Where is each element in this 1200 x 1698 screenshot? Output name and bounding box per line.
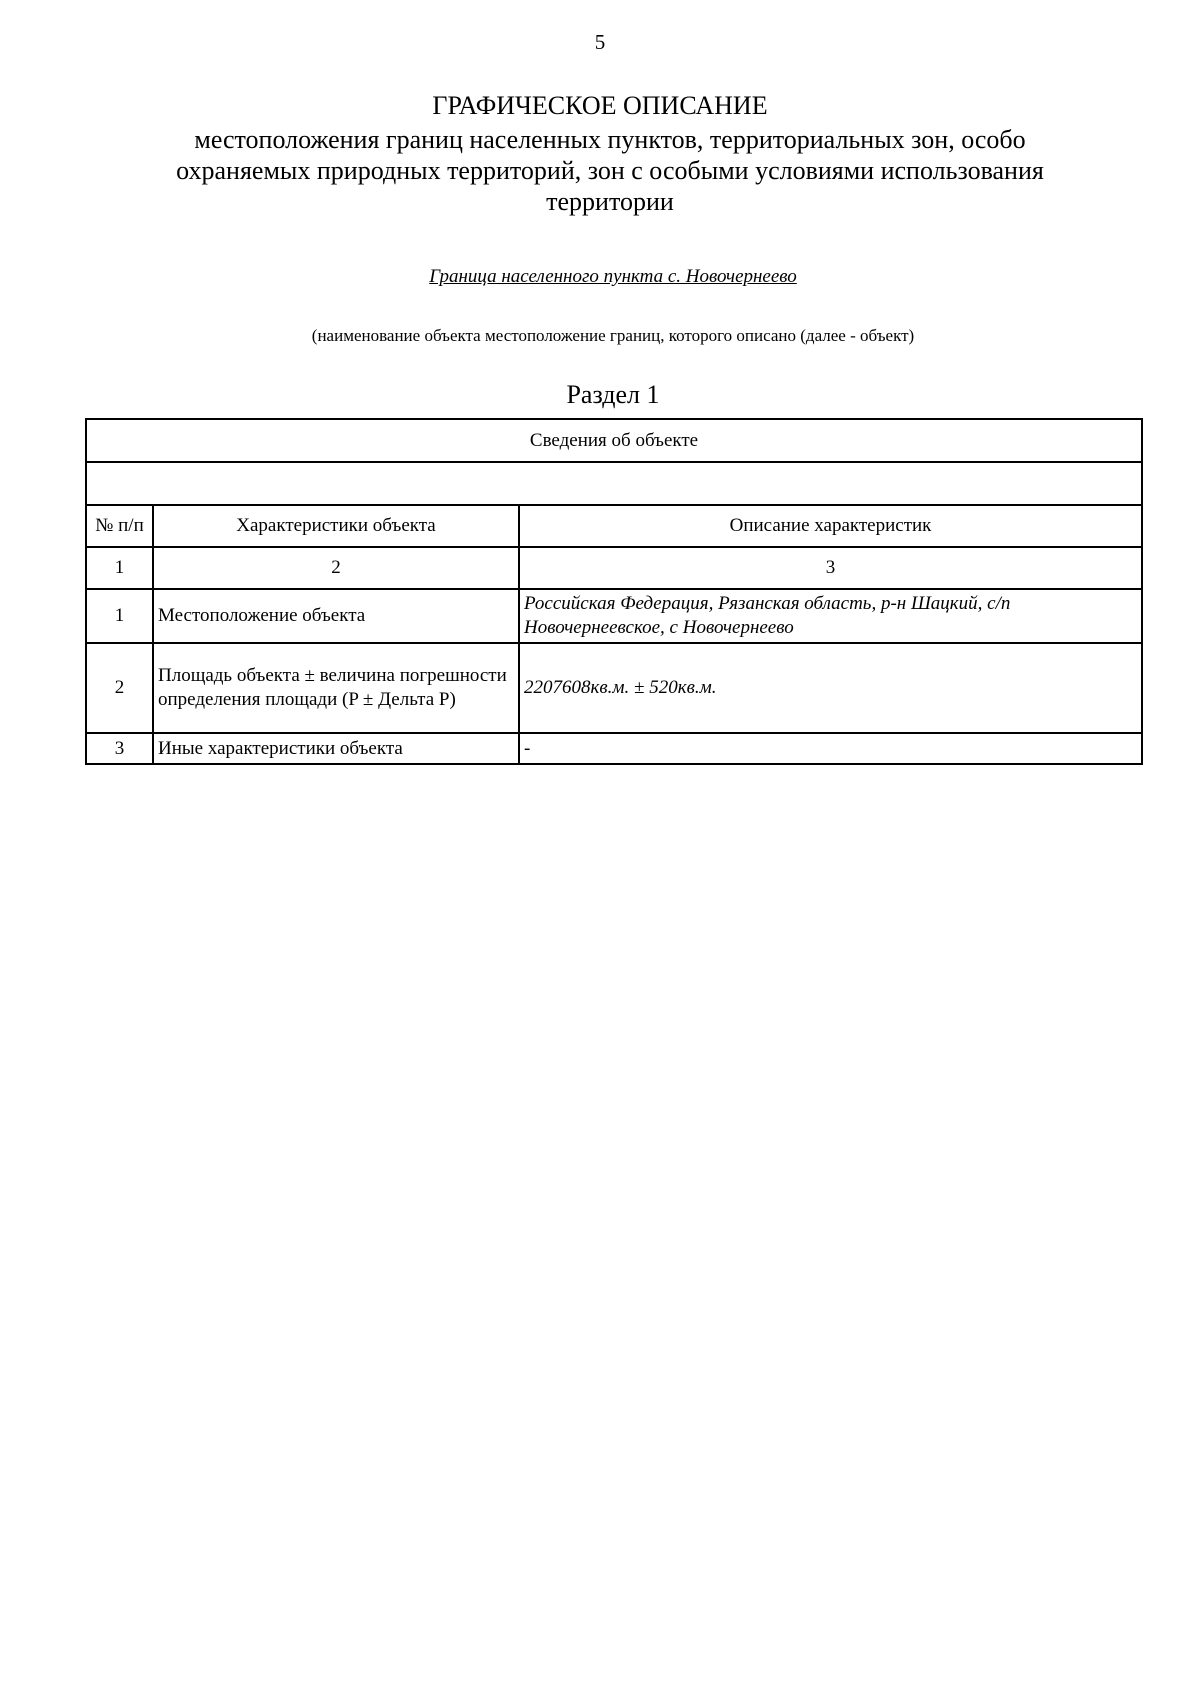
header-description: Описание характеристик [519, 505, 1142, 547]
table-empty-row [86, 462, 1142, 505]
table-caption: Сведения об объекте [86, 419, 1142, 462]
document-subtitle: местоположения границ населенных пунктов, территориальных зон, особо охраняемых природных территорий, зон с особыми условиями использования территории [176, 125, 1044, 216]
row-description: 2207608кв.м. ± 520кв.м. [519, 643, 1142, 733]
table-column-numbers-row [86, 547, 1142, 589]
object-name-caption: (наименование объекта местоположение границ, которого описано (далее - объект) [311, 326, 915, 345]
header-number: № п/п [86, 505, 153, 547]
row-number: 2 [86, 643, 153, 733]
table-row [86, 589, 1142, 643]
row-description: - [519, 733, 1142, 764]
document-title: ГРАФИЧЕСКОЕ ОПИСАНИЕ [432, 91, 768, 120]
table-empty-cell [86, 462, 1142, 505]
row-number: 1 [86, 589, 153, 643]
table-row [86, 733, 1142, 764]
column-number-cell: 2 [153, 547, 519, 589]
row-characteristic: Площадь объекта ± величина погрешности определения площади (P ± Дельта P) [153, 643, 519, 733]
object-name: Граница населенного пункта с. Новочернеево [429, 266, 797, 287]
column-number-cell: 1 [86, 547, 153, 589]
row-number: 3 [86, 733, 153, 764]
table-header-row [86, 505, 1142, 547]
column-number-cell: 3 [519, 547, 1142, 589]
section-title: Раздел 1 [566, 380, 660, 409]
table-row [86, 643, 1142, 733]
object-info-table [85, 418, 1143, 765]
row-description: Российская Федерация, Рязанская область, р-н Шацкий, с/п Новочернеевское, с Новочернеево [519, 589, 1142, 643]
row-characteristic: Местоположение объекта [153, 589, 519, 643]
page-number: 5 [594, 30, 606, 54]
table-caption-row [86, 419, 1142, 462]
header-characteristic: Характеристики объекта [153, 505, 519, 547]
row-characteristic: Иные характеристики объекта [153, 733, 519, 764]
